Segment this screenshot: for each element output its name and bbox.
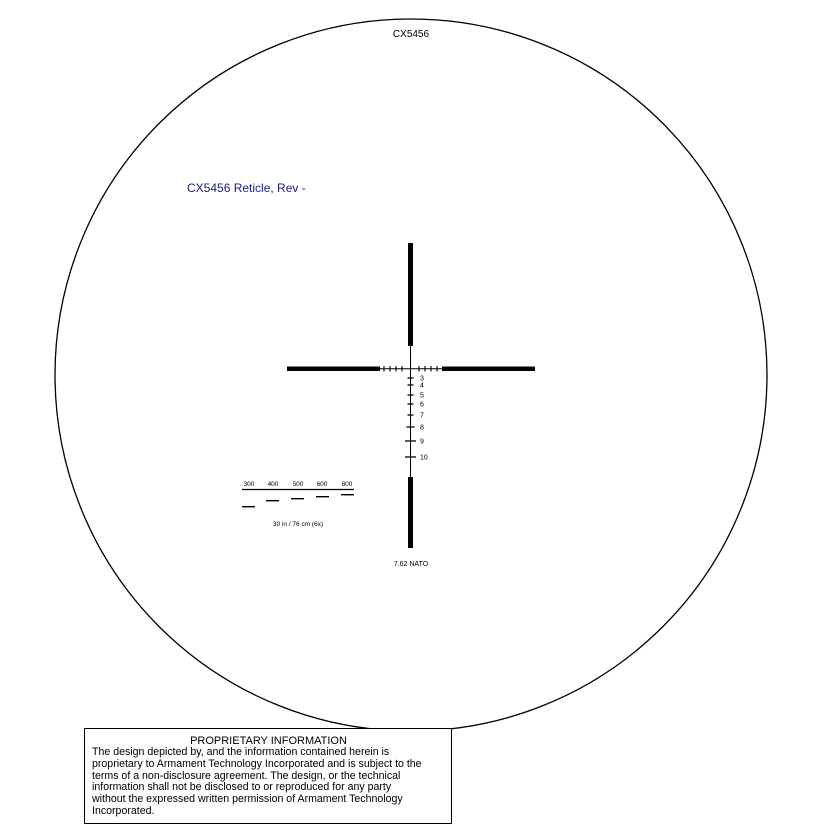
right-post xyxy=(442,367,535,372)
reticle-title: CX5456 Reticle, Rev - xyxy=(187,181,306,195)
range-label: 800 xyxy=(341,481,353,488)
notice-line: The design depicted by, and the information contained herein is xyxy=(92,746,390,758)
bdc-ladder xyxy=(405,376,428,462)
range-scale-labels xyxy=(244,481,353,488)
ladder-label: 3 xyxy=(420,375,424,383)
range-bar xyxy=(291,498,304,499)
notice-line: Incorporated. xyxy=(92,804,155,817)
top-post xyxy=(408,243,413,346)
range-scale-bars xyxy=(242,494,354,507)
bottom-post xyxy=(408,477,413,548)
notice-line: terms of a non-disclosure agreement. The design, or the technical xyxy=(92,769,401,782)
ladder-label: 9 xyxy=(420,438,424,446)
range-label: 500 xyxy=(292,481,304,488)
range-bar xyxy=(266,500,279,501)
ladder-label: 10 xyxy=(420,454,428,462)
reticle-code: CX5456 xyxy=(392,29,430,40)
range-bar xyxy=(341,494,354,495)
notice-line: proprietary to Armament Technology Incorporated and is subject to the xyxy=(92,757,422,770)
range-label: 400 xyxy=(267,481,279,488)
range-label: 300 xyxy=(243,481,255,488)
range-bar xyxy=(242,506,255,507)
range-scale xyxy=(242,481,354,528)
range-label: 600 xyxy=(316,481,328,488)
ladder-label: 5 xyxy=(420,392,424,400)
ladder-label: 4 xyxy=(420,382,424,390)
proprietary-notice xyxy=(84,728,452,824)
caliber-label: 7.62 NATO xyxy=(393,561,429,568)
reticle-diagram xyxy=(55,19,767,731)
ladder-label: 6 xyxy=(420,401,424,409)
crosshair xyxy=(287,243,535,548)
range-scale-caption: 30 in / 76 cm (6x) xyxy=(272,521,324,528)
ladder-label: 7 xyxy=(420,412,424,420)
left-post xyxy=(287,367,380,372)
range-bar xyxy=(316,496,329,497)
notice-line: without the expressed written permission of Armament Technology xyxy=(92,793,403,806)
notice-line: information shall not be disclosed to or reproduced for any party xyxy=(92,781,392,794)
ladder-label: 8 xyxy=(420,424,424,432)
notice-heading: PROPRIETARY INFORMATION xyxy=(190,735,347,747)
